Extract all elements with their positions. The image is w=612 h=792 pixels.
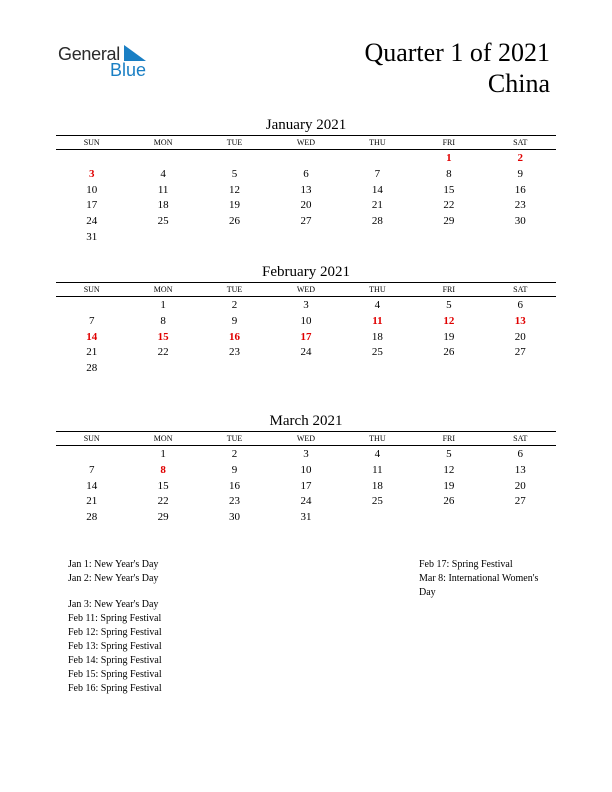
day-cell: 8 — [160, 463, 166, 476]
empty-day-cell — [56, 297, 127, 313]
day-cell: 7 — [88, 463, 95, 476]
title-quarter: Quarter 1 of 2021 — [364, 38, 550, 67]
empty-day-cell — [485, 360, 556, 376]
day-cell: 14 — [86, 330, 98, 343]
weekday-label: TUE — [226, 138, 243, 147]
weekday-label: SAT — [513, 285, 528, 294]
day-cell: 19 — [229, 199, 241, 212]
week-row — [56, 213, 556, 229]
calendar-grid — [56, 150, 556, 245]
day-cell: 23 — [229, 346, 241, 359]
weekday-header — [56, 431, 556, 446]
day-cell: 2 — [231, 299, 238, 311]
week-row — [56, 344, 556, 360]
day-cell: 27 — [514, 346, 526, 359]
day-cell: 27 — [300, 215, 312, 228]
day-cell: 2 — [231, 448, 238, 460]
day-cell: 3 — [88, 167, 95, 180]
day-cell: 12 — [443, 314, 455, 327]
holiday-item: Feb 14: Spring Festival — [68, 655, 162, 666]
day-cell: 11 — [372, 463, 383, 476]
week-row — [56, 197, 556, 213]
day-cell: 4 — [374, 448, 381, 460]
empty-day-cell — [199, 150, 270, 166]
day-cell: 22 — [157, 495, 169, 508]
general-blue-logo — [58, 44, 158, 84]
holiday-item: Feb 15: Spring Festival — [68, 669, 162, 680]
day-cell: 4 — [374, 299, 381, 311]
month-february — [56, 263, 556, 376]
day-cell: 13 — [300, 183, 312, 196]
weekday-label: FRI — [442, 434, 456, 443]
day-cell: 19 — [443, 330, 455, 343]
day-cell: 24 — [300, 346, 312, 359]
day-cell: 20 — [514, 479, 526, 492]
empty-day-cell — [127, 150, 198, 166]
weekday-label: FRI — [442, 285, 456, 294]
day-cell: 22 — [443, 199, 455, 212]
day-cell: 1 — [446, 152, 452, 164]
day-cell: 5 — [446, 299, 452, 311]
weekday-label: FRI — [442, 138, 456, 147]
week-row — [56, 297, 556, 313]
calendar-grid — [56, 446, 556, 525]
holiday-list-left — [68, 558, 162, 696]
day-cell: 28 — [86, 511, 98, 524]
title-country: China — [487, 69, 550, 98]
day-cell: 6 — [517, 448, 523, 460]
day-cell: 18 — [371, 479, 383, 492]
day-cell: 11 — [372, 314, 383, 327]
weekday-label: MON — [153, 434, 173, 443]
week-row — [56, 329, 556, 345]
holiday-item: Mar 8: International Women's — [419, 573, 539, 584]
weekday-label: TUE — [226, 285, 243, 294]
day-cell: 5 — [231, 167, 238, 180]
week-row — [56, 182, 556, 198]
day-cell: 9 — [517, 167, 523, 180]
weekday-label: WED — [296, 434, 316, 443]
day-cell: 28 — [371, 215, 383, 228]
day-cell: 20 — [300, 199, 312, 212]
day-cell: 24 — [86, 215, 98, 228]
day-cell: 25 — [371, 495, 383, 508]
empty-day-cell — [342, 150, 413, 166]
week-row — [56, 229, 556, 245]
day-cell: 31 — [300, 511, 312, 524]
holiday-item: Feb 16: Spring Festival — [68, 683, 162, 694]
day-cell: 25 — [371, 346, 383, 359]
day-cell: 18 — [157, 199, 169, 212]
day-cell: 13 — [514, 314, 526, 327]
weekday-label: THU — [369, 285, 386, 294]
day-cell: 1 — [160, 448, 166, 460]
week-row — [56, 478, 556, 494]
logo-triangle-icon — [124, 45, 146, 61]
weekday-label: MON — [153, 285, 173, 294]
holiday-item: Feb 13: Spring Festival — [68, 641, 162, 652]
empty-day-cell — [56, 150, 127, 166]
day-cell: 16 — [514, 183, 526, 196]
day-cell: 11 — [157, 183, 169, 196]
day-cell: 26 — [443, 346, 455, 359]
day-cell: 27 — [514, 495, 526, 508]
day-cell: 31 — [86, 230, 98, 243]
day-cell: 16 — [229, 330, 241, 343]
week-row — [56, 313, 556, 329]
day-cell: 3 — [303, 448, 309, 460]
day-cell: 24 — [300, 495, 312, 508]
day-cell: 1 — [160, 299, 166, 311]
day-cell: 21 — [86, 495, 98, 508]
weekday-label: SUN — [83, 138, 100, 147]
day-cell: 6 — [517, 299, 523, 311]
day-cell: 12 — [229, 183, 241, 196]
weekday-label: THU — [369, 138, 386, 147]
day-cell: 10 — [86, 183, 98, 196]
day-cell: 12 — [443, 463, 455, 476]
holiday-item: Jan 1: New Year's Day — [68, 559, 159, 570]
logo-text-general: General — [58, 44, 120, 64]
day-cell: 7 — [88, 314, 95, 327]
day-cell: 9 — [231, 463, 238, 476]
empty-day-cell — [485, 229, 556, 245]
day-cell: 26 — [229, 215, 241, 228]
day-cell: 6 — [303, 167, 309, 180]
week-row — [56, 509, 556, 525]
holiday-item: Feb 12: Spring Festival — [68, 627, 162, 638]
weekday-header — [56, 282, 556, 297]
week-row — [56, 150, 556, 166]
day-cell: 17 — [300, 479, 312, 492]
day-cell: 26 — [443, 495, 455, 508]
weekday-label: TUE — [226, 434, 243, 443]
week-row — [56, 493, 556, 509]
day-cell: 8 — [446, 167, 452, 180]
empty-day-cell — [270, 150, 341, 166]
day-cell: 21 — [371, 199, 383, 212]
empty-day-cell — [127, 229, 198, 245]
day-cell: 29 — [157, 511, 169, 524]
weekday-label: MON — [153, 138, 173, 147]
month-title: February 2021 — [262, 264, 350, 280]
weekday-label: SAT — [513, 434, 528, 443]
month-january — [56, 116, 556, 245]
empty-day-cell — [342, 509, 413, 525]
empty-day-cell — [413, 229, 484, 245]
day-cell: 21 — [86, 346, 98, 359]
month-march — [56, 412, 556, 525]
day-cell: 15 — [157, 479, 169, 492]
empty-day-cell — [270, 229, 341, 245]
day-cell: 20 — [514, 330, 526, 343]
day-cell: 19 — [443, 479, 455, 492]
empty-day-cell — [485, 509, 556, 525]
day-cell: 30 — [514, 215, 526, 228]
month-title: January 2021 — [265, 117, 347, 133]
day-cell: 18 — [371, 330, 383, 343]
day-cell: 30 — [229, 511, 241, 524]
empty-day-cell — [199, 360, 270, 376]
holiday-item: Jan 3: New Year's Day — [68, 599, 159, 610]
weekday-label: WED — [296, 138, 316, 147]
day-cell: 17 — [86, 199, 98, 212]
week-row — [56, 166, 556, 182]
day-cell: 14 — [371, 183, 383, 196]
holiday-list-right — [419, 558, 538, 600]
day-cell: 23 — [229, 495, 241, 508]
day-cell: 28 — [86, 362, 98, 375]
empty-day-cell — [270, 360, 341, 376]
week-row — [56, 462, 556, 478]
day-cell: 7 — [374, 167, 381, 180]
week-row — [56, 360, 556, 376]
day-cell: 8 — [160, 314, 166, 327]
day-cell: 16 — [229, 479, 241, 492]
holiday-item: Jan 2: New Year's Day — [68, 573, 159, 584]
day-cell: 15 — [443, 183, 455, 196]
empty-day-cell — [56, 446, 127, 462]
weekday-label: SUN — [83, 434, 100, 443]
day-cell: 25 — [157, 215, 169, 228]
empty-day-cell — [342, 360, 413, 376]
day-cell: 15 — [157, 330, 169, 343]
weekday-label: THU — [369, 434, 386, 443]
day-cell: 10 — [300, 463, 312, 476]
page-title — [364, 37, 550, 99]
weekday-header — [56, 135, 556, 150]
calendar-grid — [56, 297, 556, 376]
weekday-label: SAT — [513, 138, 528, 147]
empty-day-cell — [199, 229, 270, 245]
empty-day-cell — [413, 509, 484, 525]
day-cell: 29 — [443, 215, 455, 228]
day-cell: 5 — [446, 448, 452, 460]
empty-day-cell — [127, 360, 198, 376]
month-title: March 2021 — [269, 413, 343, 429]
holiday-item: Day — [419, 587, 436, 598]
day-cell: 13 — [514, 463, 526, 476]
logo-text-blue: Blue — [110, 60, 147, 80]
day-cell: 14 — [86, 479, 98, 492]
holiday-item: Feb 11: Spring Festival — [68, 613, 162, 624]
weekday-label: WED — [296, 285, 316, 294]
day-cell: 4 — [160, 167, 166, 180]
day-cell: 3 — [303, 299, 309, 311]
day-cell: 22 — [157, 346, 169, 359]
holiday-item: Feb 17: Spring Festival — [419, 559, 513, 570]
weekday-label: SUN — [83, 285, 100, 294]
empty-day-cell — [413, 360, 484, 376]
week-row — [56, 446, 556, 462]
day-cell: 23 — [514, 199, 526, 212]
day-cell: 9 — [231, 314, 238, 327]
day-cell: 17 — [300, 330, 312, 343]
empty-day-cell — [342, 229, 413, 245]
day-cell: 2 — [517, 152, 523, 164]
day-cell: 10 — [300, 314, 312, 327]
